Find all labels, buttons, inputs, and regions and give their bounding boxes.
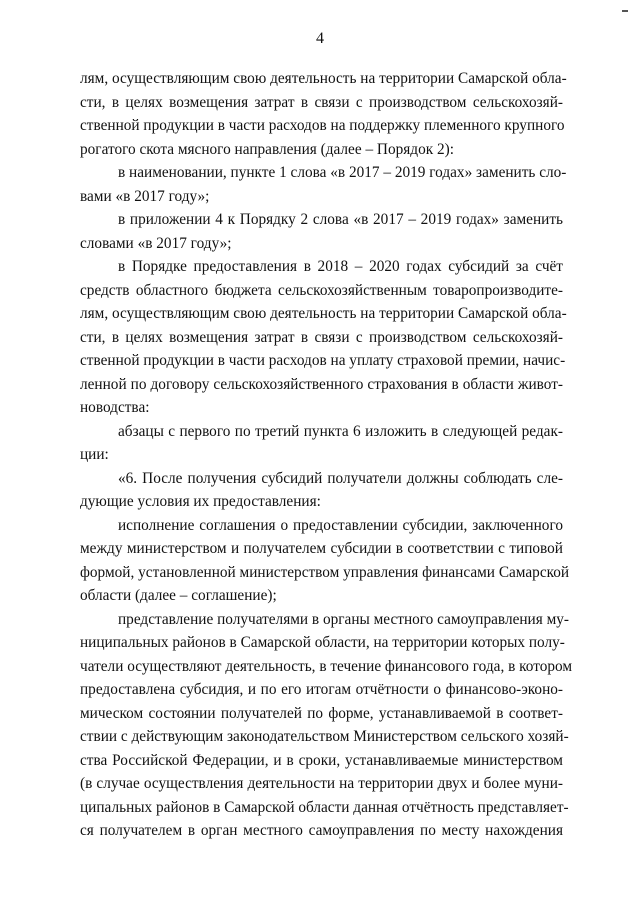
text-line: в приложении 4 к Порядку 2 слова «в 2017 – 2019 годах» заменить: [118, 211, 563, 228]
text-line: ципальных районов в Самарской области данная отчётность представляет-: [80, 798, 569, 816]
page-number: 4: [316, 30, 324, 47]
text-line: словами «в 2017 году»;: [80, 234, 232, 252]
text-line: средств областного бюджета сельскохозяйственным товаропроизводите-: [80, 281, 563, 299]
text-line: формой, установленной министерством управления финансами Самарской: [80, 563, 570, 581]
text-line: ниципальных районов в Самарской области, на территории которых полу-: [80, 634, 565, 651]
text-line: (в случае осуществления деятельности на территории двух и более муни-: [80, 775, 563, 792]
document-body: [80, 67, 573, 843]
text-line: в Порядке предоставления в 2018 – 2020 годах субсидий за счёт: [118, 258, 563, 275]
text-line: ся получателем в орган местного самоуправления по месту нахождения: [80, 822, 563, 839]
text-line: в наименовании, пункте 1 слова «в 2017 – 2019 годах» заменить сло-: [118, 164, 567, 181]
text-line: ленной по договору сельскохозяйственного страхования в области живот-: [80, 375, 563, 393]
text-line: лям, осуществляющим свою деятельность на территории Самарской обла-: [80, 305, 567, 322]
text-line: сти, в целях возмещения затрат в связи с производством сельскохозяй-: [80, 328, 563, 346]
text-line: ствии с действующим законодательством Министерством сельского хозяй-: [80, 728, 569, 745]
paragraph-clause-6: [80, 467, 563, 514]
text-line: дующие условия их предоставления:: [80, 493, 321, 510]
scan-mark: [622, 10, 628, 12]
paragraph-amendment-annex: [80, 208, 563, 255]
text-line: рогатого скота мясного направления (далее – Порядок 2):: [80, 140, 454, 158]
text-line: области (далее – соглашение);: [80, 587, 277, 604]
text-line: ции:: [80, 446, 109, 463]
text-line: ственной продукции в части расходов на уплату страховой премии, начис-: [80, 352, 566, 369]
text-line: вами «в 2017 году»;: [80, 187, 210, 205]
paragraph-procedure-title: [80, 255, 567, 420]
paragraph-continuation: [80, 67, 567, 161]
text-line: чатели осуществляют деятельность, в течение финансового года, в котором: [80, 657, 573, 675]
text-line: представление получателями в органы местного самоуправления му-: [118, 610, 570, 628]
text-line: сти, в целях возмещения затрат в связи с производством сельскохозяй-: [80, 93, 563, 111]
text-line: исполнение соглашения о предоставлении субсидии, заключенного: [118, 516, 563, 534]
text-line: ства Российской Федерации, и в сроки, устанавливаемые министерством: [80, 751, 563, 769]
text-line: «6. После получения субсидий получатели должны соблюдать сле-: [118, 469, 563, 487]
paragraph-amendment-title: [80, 161, 567, 208]
text-line: лям, осуществляющим свою деятельность на территории Самарской обла-: [80, 70, 567, 87]
text-line: новодства:: [80, 399, 150, 416]
text-line: мическом состоянии получателей по форме, устанавливаемой в соответ-: [80, 704, 563, 722]
text-line: ственной продукции в части расходов на поддержку племенного крупного: [80, 117, 565, 134]
paragraph-condition-agreement: [80, 514, 570, 608]
text-line: абзацы с первого по третий пункта 6 изложить в следующей редак-: [118, 422, 563, 440]
paragraph-condition-reporting: [80, 608, 573, 843]
text-line: между министерством и получателем субсидии в соответствии с типовой: [80, 540, 563, 557]
text-line: предоставлена субсидия, и по его итогам отчётности о финансово-эконо-: [80, 681, 563, 698]
paragraph-instruction: [80, 420, 563, 467]
